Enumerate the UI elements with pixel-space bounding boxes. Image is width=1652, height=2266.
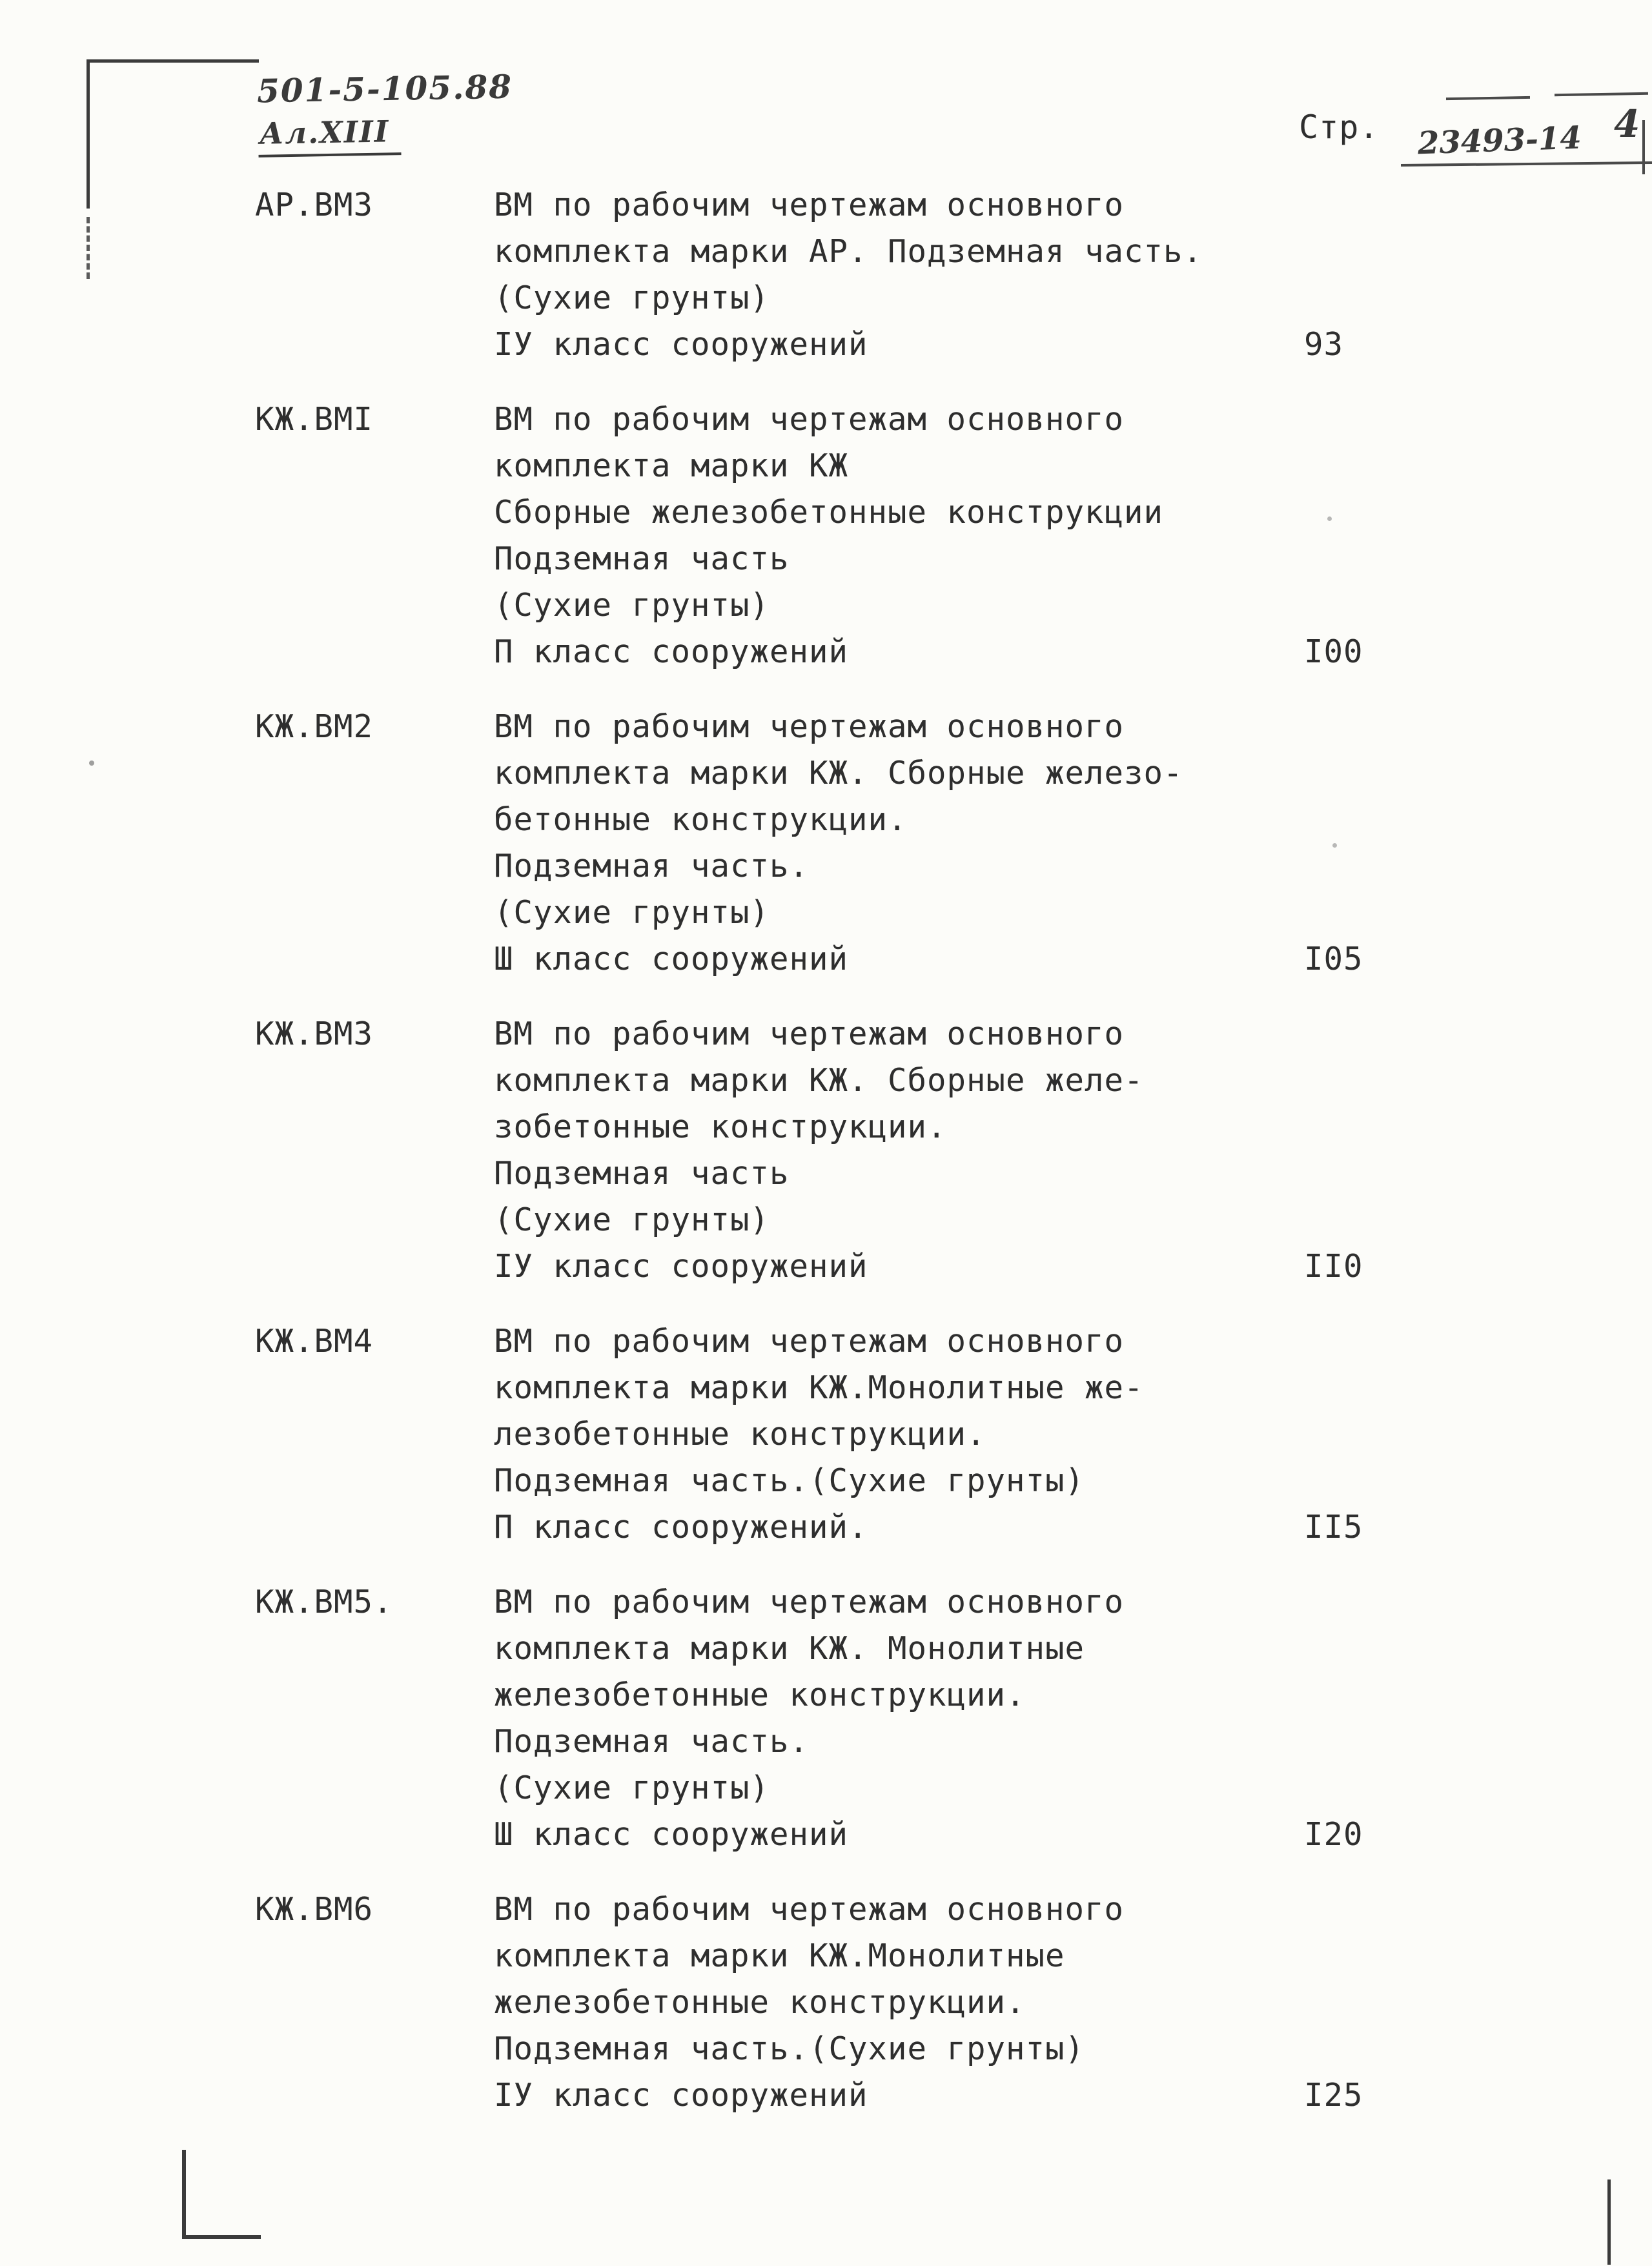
entry-line: ВМ по рабочим чертежам основного [494, 708, 1125, 745]
entry-code: КЖ.ВМ4 [255, 1323, 374, 1360]
table-row [255, 182, 1652, 368]
entry-code: КЖ.ВМ5. [255, 1584, 393, 1620]
entry-line: Сборные железобетонные конструкции [494, 494, 1164, 531]
entry-line: железобетонные конструкции. [494, 1984, 1026, 2021]
album-label-handwritten: Ал.XIII [258, 114, 401, 158]
entry-line: Подземная часть.(Сухие грунты) [494, 2030, 1085, 2067]
handwritten-tick [1642, 120, 1645, 174]
entry-line: ВМ по рабочим чертежам основного [494, 1584, 1125, 1620]
entry-page: II0 [1304, 1248, 1363, 1285]
table-row [255, 396, 1652, 675]
entry-line: ВМ по рабочим чертежам основного [494, 187, 1125, 223]
entry-description [494, 1011, 1304, 1290]
entry-line: железобетонные конструкции. [494, 1677, 1026, 1713]
entry-line: Ш класс сооружений [494, 1816, 849, 1853]
entry-page: I25 [1304, 2077, 1363, 2114]
entry-line: комплекта марки КЖ. Сборные желе- [494, 1062, 1144, 1099]
entry-page: I20 [1304, 1816, 1363, 1853]
entry-line: ВМ по рабочим чертежам основного [494, 1016, 1125, 1052]
entry-line: зобетонные конструкции. [494, 1108, 947, 1145]
handwritten-dash [1555, 92, 1648, 97]
page-number-handwritten: 4 [1614, 102, 1640, 146]
entries-list [255, 182, 1652, 2147]
entry-line: (Сухие грунты) [494, 894, 770, 931]
entry-code: АР.ВМ3 [255, 187, 374, 223]
page-label: Стр. [1299, 108, 1380, 146]
entry-line: (Сухие грунты) [494, 1201, 770, 1238]
entry-line: Подземная часть.(Сухие грунты) [494, 1462, 1085, 1499]
table-row [255, 704, 1652, 983]
entry-description [494, 1886, 1304, 2119]
entry-description [494, 704, 1304, 983]
entry-page: I05 [1304, 941, 1363, 977]
entry-line: П класс сооружений. [494, 1509, 868, 1546]
scan-speck [89, 760, 94, 766]
corner-mark-bottom-left [182, 2150, 261, 2239]
entry-code: КЖ.ВМ3 [255, 1016, 374, 1052]
entry-description [494, 396, 1304, 675]
entry-description [494, 1579, 1304, 1858]
table-row [255, 1318, 1652, 1551]
entry-line: IУ класс сооружений [494, 326, 868, 363]
document-number-handwritten: 501-5-105.88 [256, 67, 513, 110]
entry-line: IУ класс сооружений [494, 2077, 868, 2114]
entry-code: КЖ.ВМI [255, 401, 374, 438]
entry-line: комплекта марки КЖ.Монолитные [494, 1937, 1065, 1974]
entry-line: комплекта марки КЖ. Монолитные [494, 1630, 1085, 1667]
entry-code: КЖ.ВМ2 [255, 708, 374, 745]
corner-mark-top-left [87, 59, 259, 209]
entry-line: Подземная часть [494, 540, 790, 577]
entry-line: лезобетонные конструкции. [494, 1416, 986, 1453]
entry-line: (Сухие грунты) [494, 587, 770, 624]
entry-page: II5 [1304, 1509, 1363, 1546]
entry-line: комплекта марки КЖ [494, 447, 849, 484]
entry-line: Подземная часть. [494, 848, 810, 884]
entry-line: бетонные конструкции. [494, 801, 908, 838]
entry-line: (Сухие грунты) [494, 280, 770, 316]
table-row [255, 1886, 1652, 2119]
handwritten-underline [1401, 161, 1652, 167]
handwritten-dash [1446, 96, 1530, 100]
entry-line: Подземная часть. [494, 1723, 810, 1760]
entry-line: IУ класс сооружений [494, 1248, 868, 1285]
edge-mark-bottom-right [1607, 2179, 1611, 2265]
entry-description [494, 1318, 1304, 1551]
entry-line: ВМ по рабочим чертежам основного [494, 1891, 1125, 1928]
table-row [255, 1579, 1652, 1858]
inventory-number-handwritten: 23493-14 [1417, 119, 1582, 162]
entry-line: комплекта марки КЖ.Монолитные же- [494, 1369, 1144, 1406]
entry-page: I00 [1304, 633, 1363, 670]
corner-mark-top-left-dash [87, 217, 90, 279]
entry-line: ВМ по рабочим чертежам основного [494, 1323, 1125, 1360]
table-row [255, 1011, 1652, 1290]
entry-page: 93 [1304, 326, 1344, 363]
entry-line: комплекта марки КЖ. Сборные железо- [494, 755, 1183, 791]
entry-line: (Сухие грунты) [494, 1770, 770, 1806]
entry-line: Подземная часть [494, 1155, 790, 1192]
entry-code: КЖ.ВМ6 [255, 1891, 374, 1928]
entry-line: П класс сооружений [494, 633, 849, 670]
entry-line: комплекта марки АР. Подземная часть. [494, 233, 1203, 270]
entry-description [494, 182, 1304, 368]
entry-line: ВМ по рабочим чертежам основного [494, 401, 1125, 438]
entry-line: Ш класс сооружений [494, 941, 849, 977]
